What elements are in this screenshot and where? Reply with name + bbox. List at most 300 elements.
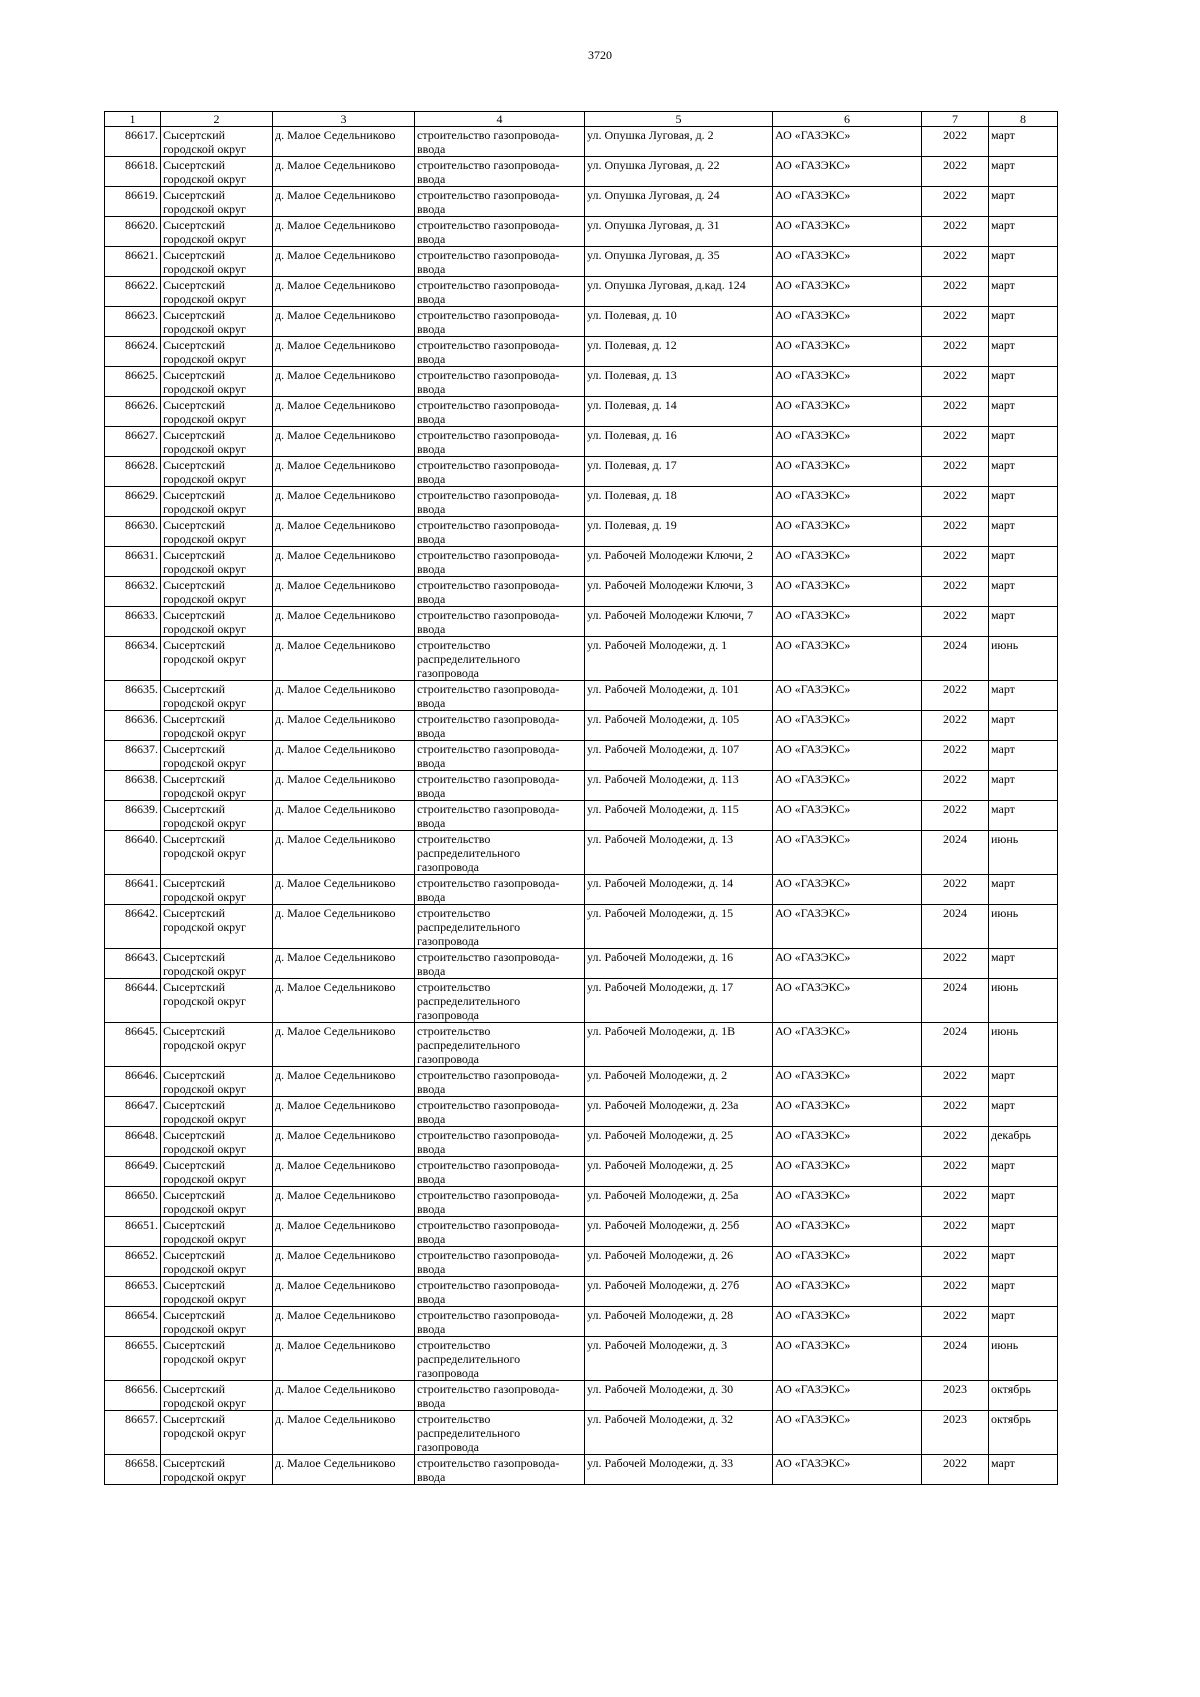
month-cell: март — [989, 127, 1058, 157]
row-number: 86640. — [105, 831, 161, 875]
year-cell: 2022 — [922, 547, 989, 577]
address-cell: ул. Опушка Луговая, д. 31 — [585, 217, 773, 247]
address-cell: ул. Рабочей Молодежи, д. 26 — [585, 1247, 773, 1277]
organization-cell: АО «ГАЗЭКС» — [773, 1247, 922, 1277]
district-cell: Сысертский городской округ — [161, 801, 273, 831]
row-number: 86654. — [105, 1307, 161, 1337]
month-cell: март — [989, 1217, 1058, 1247]
work-type-cell: строительство распределительного газопровода — [415, 979, 585, 1023]
table-row — [105, 1381, 1058, 1411]
month-cell: март — [989, 1097, 1058, 1127]
district-cell: Сысертский городской округ — [161, 487, 273, 517]
locality-cell: д. Малое Седельниково — [273, 577, 415, 607]
locality-cell: д. Малое Седельниково — [273, 517, 415, 547]
year-cell: 2022 — [922, 427, 989, 457]
organization-cell: АО «ГАЗЭКС» — [773, 1337, 922, 1381]
district-cell: Сысертский городской округ — [161, 1247, 273, 1277]
year-cell: 2022 — [922, 949, 989, 979]
month-cell: март — [989, 307, 1058, 337]
row-number: 86658. — [105, 1455, 161, 1485]
row-number: 86631. — [105, 547, 161, 577]
table-row — [105, 367, 1058, 397]
row-number: 86652. — [105, 1247, 161, 1277]
table-row — [105, 1217, 1058, 1247]
row-number: 86621. — [105, 247, 161, 277]
row-number: 86648. — [105, 1127, 161, 1157]
organization-cell: АО «ГАЗЭКС» — [773, 607, 922, 637]
row-number: 86649. — [105, 1157, 161, 1187]
column-header: 6 — [773, 112, 922, 127]
district-cell: Сысертский городской округ — [161, 367, 273, 397]
organization-cell: АО «ГАЗЭКС» — [773, 517, 922, 547]
month-cell: март — [989, 187, 1058, 217]
address-cell: ул. Рабочей Молодежи, д. 14 — [585, 875, 773, 905]
organization-cell: АО «ГАЗЭКС» — [773, 1217, 922, 1247]
work-type-cell: строительство газопровода-ввода — [415, 741, 585, 771]
table-row — [105, 457, 1058, 487]
table-row — [105, 1127, 1058, 1157]
district-cell: Сысертский городской округ — [161, 771, 273, 801]
organization-cell: АО «ГАЗЭКС» — [773, 127, 922, 157]
organization-cell: АО «ГАЗЭКС» — [773, 949, 922, 979]
month-cell: март — [989, 367, 1058, 397]
district-cell: Сысертский городской округ — [161, 1127, 273, 1157]
year-cell: 2024 — [922, 905, 989, 949]
address-cell: ул. Рабочей Молодежи, д. 113 — [585, 771, 773, 801]
year-cell: 2022 — [922, 801, 989, 831]
row-number: 86632. — [105, 577, 161, 607]
month-cell: март — [989, 771, 1058, 801]
locality-cell: д. Малое Седельниково — [273, 1127, 415, 1157]
month-cell: март — [989, 337, 1058, 367]
organization-cell: АО «ГАЗЭКС» — [773, 1277, 922, 1307]
year-cell: 2022 — [922, 487, 989, 517]
header-row — [105, 112, 1058, 127]
locality-cell: д. Малое Седельниково — [273, 1277, 415, 1307]
locality-cell: д. Малое Седельниково — [273, 397, 415, 427]
address-cell: ул. Рабочей Молодежи, д. 33 — [585, 1455, 773, 1485]
row-number: 86619. — [105, 187, 161, 217]
address-cell: ул. Полевая, д. 13 — [585, 367, 773, 397]
table-row — [105, 637, 1058, 681]
address-cell: ул. Опушка Луговая, д.кад. 124 — [585, 277, 773, 307]
organization-cell: АО «ГАЗЭКС» — [773, 157, 922, 187]
address-cell: ул. Рабочей Молодежи, д. 105 — [585, 711, 773, 741]
address-cell: ул. Рабочей Молодежи, д. 115 — [585, 801, 773, 831]
locality-cell: д. Малое Седельниково — [273, 367, 415, 397]
table-row — [105, 277, 1058, 307]
organization-cell: АО «ГАЗЭКС» — [773, 681, 922, 711]
column-header: 3 — [273, 112, 415, 127]
row-number: 86623. — [105, 307, 161, 337]
column-header: 1 — [105, 112, 161, 127]
district-cell: Сысертский городской округ — [161, 187, 273, 217]
work-type-cell: строительство газопровода-ввода — [415, 217, 585, 247]
month-cell: март — [989, 741, 1058, 771]
year-cell: 2023 — [922, 1381, 989, 1411]
organization-cell: АО «ГАЗЭКС» — [773, 367, 922, 397]
row-number: 86637. — [105, 741, 161, 771]
address-cell: ул. Полевая, д. 14 — [585, 397, 773, 427]
locality-cell: д. Малое Седельниково — [273, 157, 415, 187]
district-cell: Сысертский городской округ — [161, 1187, 273, 1217]
table-row — [105, 1277, 1058, 1307]
year-cell: 2022 — [922, 577, 989, 607]
locality-cell: д. Малое Седельниково — [273, 337, 415, 367]
locality-cell: д. Малое Седельниково — [273, 457, 415, 487]
table-row — [105, 307, 1058, 337]
organization-cell: АО «ГАЗЭКС» — [773, 1411, 922, 1455]
year-cell: 2022 — [922, 247, 989, 277]
table-row — [105, 1097, 1058, 1127]
organization-cell: АО «ГАЗЭКС» — [773, 337, 922, 367]
work-type-cell: строительство газопровода-ввода — [415, 949, 585, 979]
locality-cell: д. Малое Седельниково — [273, 681, 415, 711]
table-row — [105, 949, 1058, 979]
year-cell: 2022 — [922, 1307, 989, 1337]
address-cell: ул. Полевая, д. 17 — [585, 457, 773, 487]
organization-cell: АО «ГАЗЭКС» — [773, 1023, 922, 1067]
row-number: 86636. — [105, 711, 161, 741]
locality-cell: д. Малое Седельниково — [273, 187, 415, 217]
table-row — [105, 875, 1058, 905]
address-cell: ул. Рабочей Молодежи, д. 32 — [585, 1411, 773, 1455]
district-cell: Сысертский городской округ — [161, 979, 273, 1023]
year-cell: 2022 — [922, 337, 989, 367]
row-number: 86625. — [105, 367, 161, 397]
work-type-cell: строительство газопровода-ввода — [415, 1277, 585, 1307]
district-cell: Сысертский городской округ — [161, 949, 273, 979]
month-cell: июнь — [989, 1337, 1058, 1381]
month-cell: июнь — [989, 905, 1058, 949]
table-row — [105, 247, 1058, 277]
table-row — [105, 711, 1058, 741]
row-number: 86651. — [105, 1217, 161, 1247]
year-cell: 2022 — [922, 875, 989, 905]
table-row — [105, 979, 1058, 1023]
work-type-cell: строительство газопровода-ввода — [415, 427, 585, 457]
work-type-cell: строительство газопровода-ввода — [415, 1187, 585, 1217]
year-cell: 2022 — [922, 1097, 989, 1127]
organization-cell: АО «ГАЗЭКС» — [773, 547, 922, 577]
locality-cell: д. Малое Седельниково — [273, 547, 415, 577]
table-row — [105, 397, 1058, 427]
organization-cell: АО «ГАЗЭКС» — [773, 187, 922, 217]
organization-cell: АО «ГАЗЭКС» — [773, 1307, 922, 1337]
year-cell: 2022 — [922, 1067, 989, 1097]
district-cell: Сысертский городской округ — [161, 1157, 273, 1187]
row-number: 86633. — [105, 607, 161, 637]
year-cell: 2022 — [922, 771, 989, 801]
year-cell: 2022 — [922, 741, 989, 771]
month-cell: март — [989, 547, 1058, 577]
table-row — [105, 905, 1058, 949]
table-row — [105, 741, 1058, 771]
district-cell: Сысертский городской округ — [161, 1455, 273, 1485]
work-type-cell: строительство газопровода-ввода — [415, 1307, 585, 1337]
row-number: 86617. — [105, 127, 161, 157]
address-cell: ул. Рабочей Молодежи, д. 3 — [585, 1337, 773, 1381]
work-type-cell: строительство газопровода-ввода — [415, 801, 585, 831]
organization-cell: АО «ГАЗЭКС» — [773, 487, 922, 517]
month-cell: март — [989, 949, 1058, 979]
year-cell: 2022 — [922, 681, 989, 711]
table-row — [105, 831, 1058, 875]
address-cell: ул. Опушка Луговая, д. 22 — [585, 157, 773, 187]
row-number: 86657. — [105, 1411, 161, 1455]
organization-cell: АО «ГАЗЭКС» — [773, 979, 922, 1023]
month-cell: июнь — [989, 831, 1058, 875]
organization-cell: АО «ГАЗЭКС» — [773, 905, 922, 949]
table-row — [105, 1337, 1058, 1381]
row-number: 86641. — [105, 875, 161, 905]
month-cell: март — [989, 801, 1058, 831]
locality-cell: д. Малое Седельниково — [273, 277, 415, 307]
work-type-cell: строительство газопровода-ввода — [415, 771, 585, 801]
month-cell: март — [989, 1247, 1058, 1277]
month-cell: март — [989, 1277, 1058, 1307]
district-cell: Сысертский городской округ — [161, 397, 273, 427]
address-cell: ул. Рабочей Молодежи, д. 101 — [585, 681, 773, 711]
district-cell: Сысертский городской округ — [161, 1307, 273, 1337]
year-cell: 2022 — [922, 157, 989, 187]
locality-cell: д. Малое Седельниково — [273, 1381, 415, 1411]
table-row — [105, 517, 1058, 547]
row-number: 86639. — [105, 801, 161, 831]
district-cell: Сысертский городской округ — [161, 905, 273, 949]
month-cell: март — [989, 397, 1058, 427]
work-type-cell: строительство газопровода-ввода — [415, 487, 585, 517]
address-cell: ул. Опушка Луговая, д. 35 — [585, 247, 773, 277]
work-type-cell: строительство газопровода-ввода — [415, 187, 585, 217]
organization-cell: АО «ГАЗЭКС» — [773, 307, 922, 337]
year-cell: 2022 — [922, 217, 989, 247]
month-cell: март — [989, 875, 1058, 905]
year-cell: 2022 — [922, 1247, 989, 1277]
organization-cell: АО «ГАЗЭКС» — [773, 711, 922, 741]
table-row — [105, 547, 1058, 577]
month-cell: март — [989, 457, 1058, 487]
organization-cell: АО «ГАЗЭКС» — [773, 1127, 922, 1157]
address-cell: ул. Рабочей Молодежи Ключи, 3 — [585, 577, 773, 607]
work-type-cell: строительство газопровода-ввода — [415, 681, 585, 711]
locality-cell: д. Малое Седельниково — [273, 949, 415, 979]
organization-cell: АО «ГАЗЭКС» — [773, 577, 922, 607]
district-cell: Сысертский городской округ — [161, 277, 273, 307]
locality-cell: д. Малое Седельниково — [273, 1023, 415, 1067]
row-number: 86642. — [105, 905, 161, 949]
district-cell: Сысертский городской округ — [161, 577, 273, 607]
address-cell: ул. Полевая, д. 12 — [585, 337, 773, 367]
row-number: 86629. — [105, 487, 161, 517]
address-cell: ул. Рабочей Молодежи, д. 27б — [585, 1277, 773, 1307]
work-type-cell: строительство распределительного газопровода — [415, 831, 585, 875]
work-type-cell: строительство распределительного газопровода — [415, 1023, 585, 1067]
address-cell: ул. Рабочей Молодежи, д. 1В — [585, 1023, 773, 1067]
address-cell: ул. Рабочей Молодежи, д. 28 — [585, 1307, 773, 1337]
work-type-cell: строительство газопровода-ввода — [415, 247, 585, 277]
locality-cell: д. Малое Седельниково — [273, 979, 415, 1023]
work-type-cell: строительство газопровода-ввода — [415, 1157, 585, 1187]
address-cell: ул. Опушка Луговая, д. 24 — [585, 187, 773, 217]
table-row — [105, 801, 1058, 831]
table-row — [105, 487, 1058, 517]
row-number: 86655. — [105, 1337, 161, 1381]
district-cell: Сысертский городской округ — [161, 1337, 273, 1381]
work-type-cell: строительство газопровода-ввода — [415, 457, 585, 487]
work-type-cell: строительство газопровода-ввода — [415, 127, 585, 157]
work-type-cell: строительство газопровода-ввода — [415, 1247, 585, 1277]
work-type-cell: строительство газопровода-ввода — [415, 277, 585, 307]
locality-cell: д. Малое Седельниково — [273, 1067, 415, 1097]
year-cell: 2022 — [922, 397, 989, 427]
month-cell: март — [989, 577, 1058, 607]
address-cell: ул. Полевая, д. 19 — [585, 517, 773, 547]
organization-cell: АО «ГАЗЭКС» — [773, 247, 922, 277]
row-number: 86628. — [105, 457, 161, 487]
row-number: 86627. — [105, 427, 161, 457]
year-cell: 2022 — [922, 307, 989, 337]
organization-cell: АО «ГАЗЭКС» — [773, 427, 922, 457]
month-cell: март — [989, 607, 1058, 637]
locality-cell: д. Малое Седельниково — [273, 637, 415, 681]
locality-cell: д. Малое Седельниково — [273, 875, 415, 905]
year-cell: 2023 — [922, 1411, 989, 1455]
month-cell: март — [989, 217, 1058, 247]
district-cell: Сысертский городской округ — [161, 427, 273, 457]
work-type-cell: строительство газопровода-ввода — [415, 1381, 585, 1411]
table-body — [105, 127, 1058, 1485]
address-cell: ул. Полевая, д. 10 — [585, 307, 773, 337]
table-header — [105, 112, 1058, 127]
column-header: 7 — [922, 112, 989, 127]
row-number: 86645. — [105, 1023, 161, 1067]
work-type-cell: строительство газопровода-ввода — [415, 307, 585, 337]
locality-cell: д. Малое Седельниково — [273, 607, 415, 637]
month-cell: октябрь — [989, 1381, 1058, 1411]
organization-cell: АО «ГАЗЭКС» — [773, 1455, 922, 1485]
organization-cell: АО «ГАЗЭКС» — [773, 1067, 922, 1097]
table-row — [105, 577, 1058, 607]
month-cell: март — [989, 711, 1058, 741]
district-cell: Сысертский городской округ — [161, 741, 273, 771]
table-row — [105, 1157, 1058, 1187]
row-number: 86647. — [105, 1097, 161, 1127]
district-cell: Сысертский городской округ — [161, 1217, 273, 1247]
address-cell: ул. Рабочей Молодежи, д. 25б — [585, 1217, 773, 1247]
row-number: 86653. — [105, 1277, 161, 1307]
page-number: 3720 — [588, 48, 612, 62]
month-cell: март — [989, 1187, 1058, 1217]
row-number: 86643. — [105, 949, 161, 979]
locality-cell: д. Малое Седельниково — [273, 905, 415, 949]
locality-cell: д. Малое Седельниково — [273, 1247, 415, 1277]
table-row — [105, 1023, 1058, 1067]
locality-cell: д. Малое Седельниково — [273, 1097, 415, 1127]
table-row — [105, 1187, 1058, 1217]
organization-cell: АО «ГАЗЭКС» — [773, 637, 922, 681]
address-cell: ул. Рабочей Молодежи, д. 107 — [585, 741, 773, 771]
month-cell: июнь — [989, 637, 1058, 681]
month-cell: март — [989, 487, 1058, 517]
locality-cell: д. Малое Седельниково — [273, 1411, 415, 1455]
table-row — [105, 1067, 1058, 1097]
row-number: 86638. — [105, 771, 161, 801]
organization-cell: АО «ГАЗЭКС» — [773, 1097, 922, 1127]
work-type-cell: строительство распределительного газопровода — [415, 905, 585, 949]
organization-cell: АО «ГАЗЭКС» — [773, 397, 922, 427]
locality-cell: д. Малое Седельниково — [273, 1307, 415, 1337]
month-cell: март — [989, 1157, 1058, 1187]
column-header: 5 — [585, 112, 773, 127]
table-row — [105, 187, 1058, 217]
year-cell: 2022 — [922, 517, 989, 547]
address-cell: ул. Опушка Луговая, д. 2 — [585, 127, 773, 157]
locality-cell: д. Малое Седельниково — [273, 741, 415, 771]
district-cell: Сысертский городской округ — [161, 831, 273, 875]
district-cell: Сысертский городской округ — [161, 875, 273, 905]
locality-cell: д. Малое Седельниково — [273, 771, 415, 801]
month-cell: март — [989, 157, 1058, 187]
locality-cell: д. Малое Седельниково — [273, 1217, 415, 1247]
row-number: 86626. — [105, 397, 161, 427]
district-cell: Сысертский городской округ — [161, 1023, 273, 1067]
work-type-cell: строительство газопровода-ввода — [415, 1127, 585, 1157]
work-type-cell: строительство газопровода-ввода — [415, 517, 585, 547]
year-cell: 2024 — [922, 1337, 989, 1381]
work-type-cell: строительство газопровода-ввода — [415, 1067, 585, 1097]
month-cell: март — [989, 1067, 1058, 1097]
address-cell: ул. Рабочей Молодежи, д. 17 — [585, 979, 773, 1023]
row-number: 86622. — [105, 277, 161, 307]
year-cell: 2022 — [922, 1157, 989, 1187]
year-cell: 2022 — [922, 1455, 989, 1485]
district-cell: Сысертский городской округ — [161, 217, 273, 247]
month-cell: июнь — [989, 1023, 1058, 1067]
registry-table — [104, 111, 1058, 1485]
table-row — [105, 771, 1058, 801]
district-cell: Сысертский городской округ — [161, 1381, 273, 1411]
year-cell: 2022 — [922, 607, 989, 637]
address-cell: ул. Рабочей Молодежи Ключи, 2 — [585, 547, 773, 577]
locality-cell: д. Малое Седельниково — [273, 427, 415, 457]
row-number: 86634. — [105, 637, 161, 681]
district-cell: Сысертский городской округ — [161, 1411, 273, 1455]
month-cell: октябрь — [989, 1411, 1058, 1455]
district-cell: Сысертский городской округ — [161, 247, 273, 277]
work-type-cell: строительство газопровода-ввода — [415, 711, 585, 741]
year-cell: 2022 — [922, 187, 989, 217]
district-cell: Сысертский городской округ — [161, 547, 273, 577]
district-cell: Сысертский городской округ — [161, 1097, 273, 1127]
district-cell: Сысертский городской округ — [161, 517, 273, 547]
organization-cell: АО «ГАЗЭКС» — [773, 831, 922, 875]
month-cell: март — [989, 1455, 1058, 1485]
row-number: 86618. — [105, 157, 161, 187]
year-cell: 2022 — [922, 1217, 989, 1247]
organization-cell: АО «ГАЗЭКС» — [773, 217, 922, 247]
address-cell: ул. Рабочей Молодежи, д. 25а — [585, 1187, 773, 1217]
year-cell: 2024 — [922, 1023, 989, 1067]
locality-cell: д. Малое Седельниково — [273, 247, 415, 277]
row-number: 86635. — [105, 681, 161, 711]
locality-cell: д. Малое Седельниково — [273, 307, 415, 337]
row-number: 86620. — [105, 217, 161, 247]
organization-cell: АО «ГАЗЭКС» — [773, 741, 922, 771]
locality-cell: д. Малое Седельниково — [273, 1187, 415, 1217]
address-cell: ул. Рабочей Молодежи, д. 16 — [585, 949, 773, 979]
locality-cell: д. Малое Седельниково — [273, 487, 415, 517]
